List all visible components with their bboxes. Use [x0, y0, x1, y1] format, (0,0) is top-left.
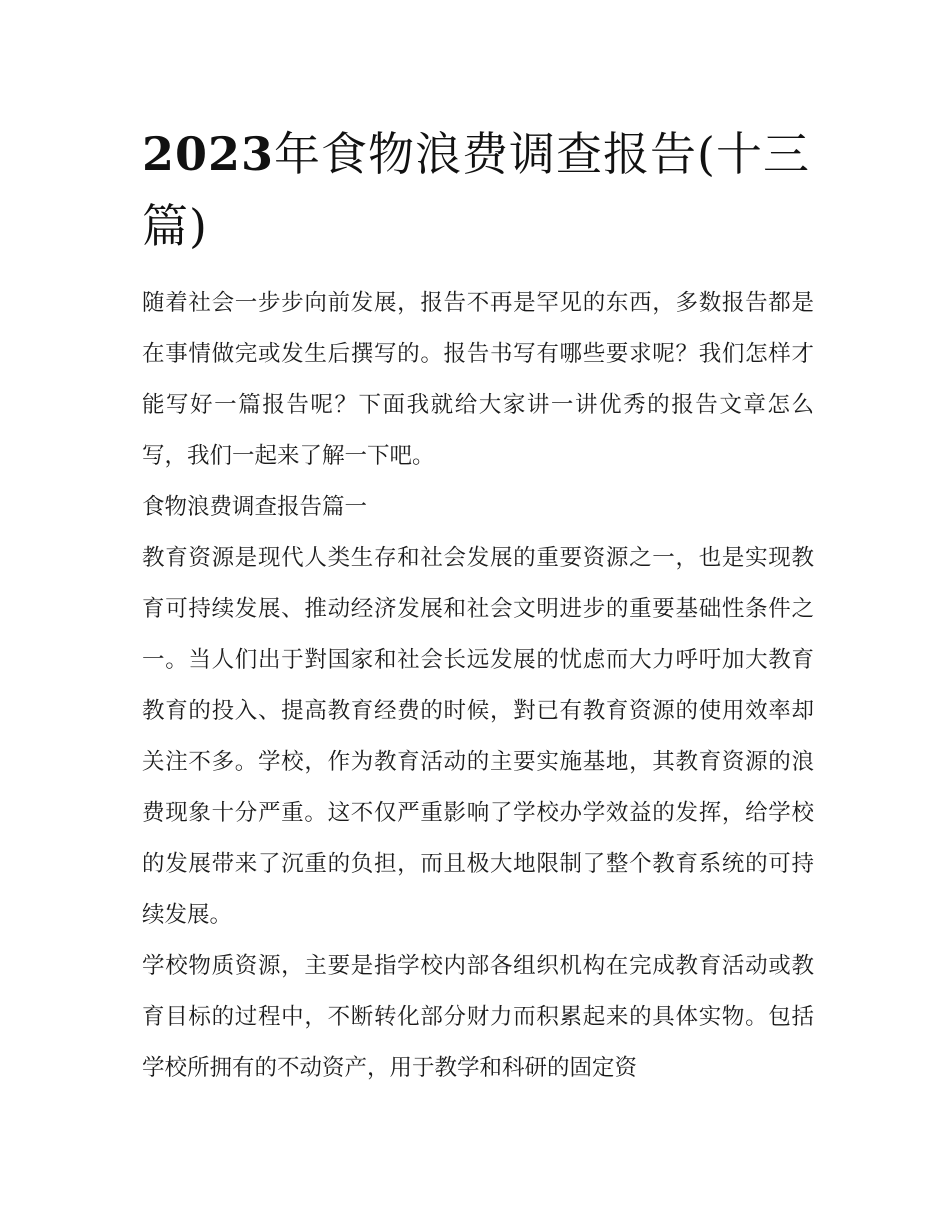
body-paragraph-2: 学校物质资源，主要是指学校内部各组织机构在完成教育活动或教育目标的过程中，不断转化部分财力而积累起来的具体实物。包括学校所拥有的不动资产，用于教学和科研的固定资	[142, 953, 814, 1081]
title-text: 年食物浪费调查报告(十三篇)	[142, 127, 810, 253]
document-title	[142, 118, 814, 262]
title-year: 2023	[142, 127, 275, 181]
section-heading: 食物浪费调查报告篇一	[142, 494, 368, 520]
document-page	[142, 118, 814, 1094]
intro-paragraph: 随着社会一步步向前发展，报告不再是罕见的东西，多数报告都是在事情做完或发生后撰写的。报告书写有哪些要求呢？我们怎样才能写好一篇报告呢？下面我就给大家讲一讲优秀的报告文章怎么写，我们一起来了解一下吧。	[142, 290, 814, 469]
body-paragraph-1: 教育资源是现代人类生存和社会发展的重要资源之一，也是实现教育可持续发展、推动经济发展和社会文明进步的重要基础性条件之一。当人们出于對国家和社会长远发展的忧虑而大力呼吁加大教育教育的投入、提高教育经费的时候，對已有教育资源的使用效率却关注不多。学校，作为教育活动的主要实施基地，其教育资源的浪费现象十分严重。这不仅严重影响了学校办学效益的发挥，给学校的发展带来了沉重的负担，而且极大地限制了整个教育系统的可持续发展。	[142, 545, 814, 928]
